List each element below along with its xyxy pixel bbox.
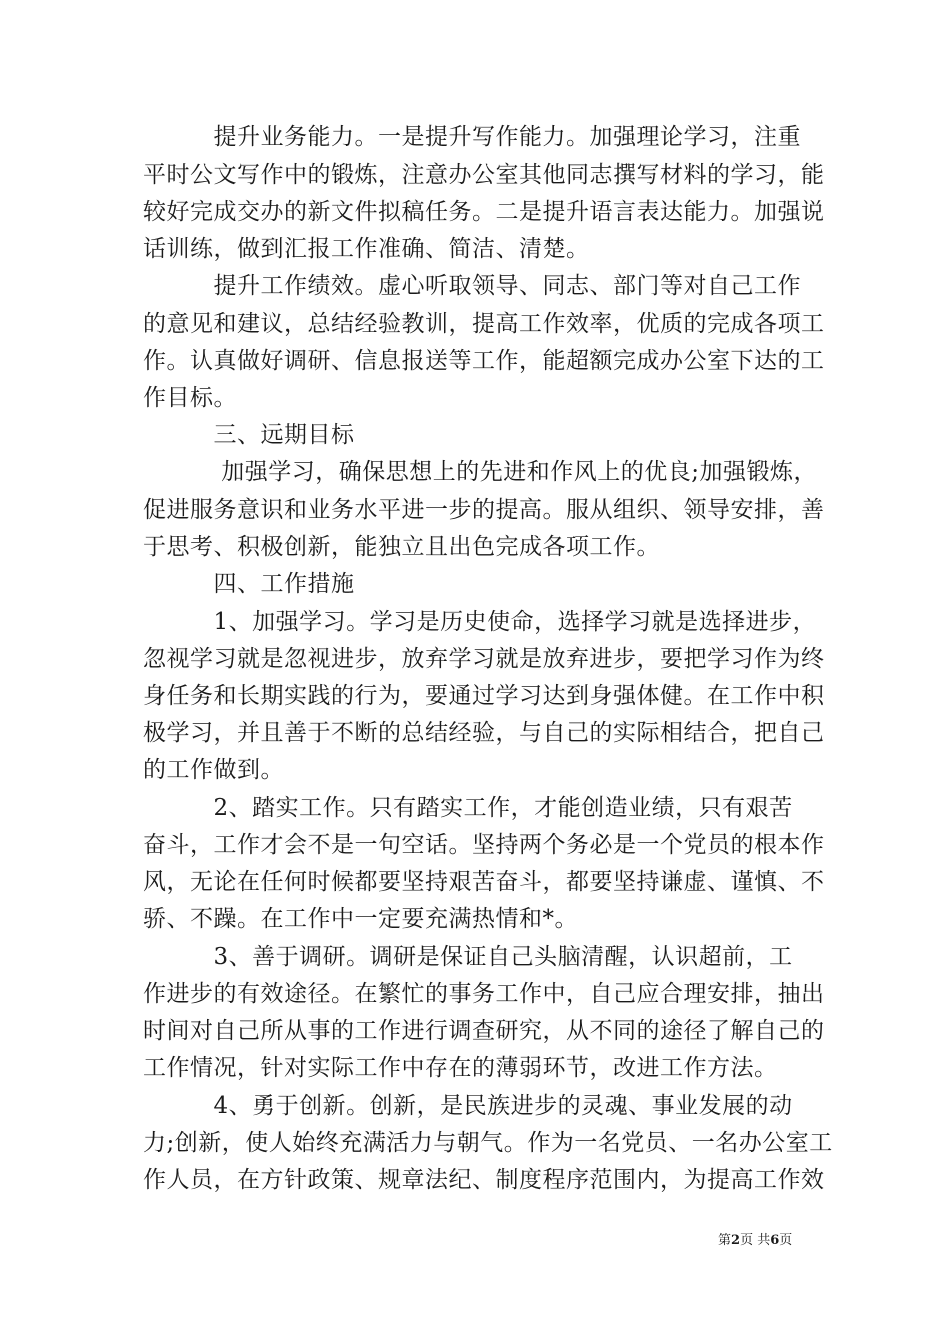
text-line: 忽视学习就是忽视进步，放弃学习就是放弃进步，要把学习作为终 [143, 646, 825, 672]
page-footer [718, 1233, 792, 1249]
text-line: 加强学习，确保思想上的先进和作风上的优良;加强锻炼， [143, 459, 818, 485]
text-line: 促进服务意识和业务水平进一步的提高。服从组织、领导安排，善 [143, 497, 825, 523]
text-line: 于思考、积极创新，能独立且出色完成各项工作。 [143, 534, 660, 560]
text-line: 身任务和长期实践的行为，要通过学习达到身强体健。在工作中积 [143, 683, 825, 709]
text-line: 骄、不躁。在工作中一定要充满热情和*。 [143, 906, 578, 932]
section-heading: 四、工作措施 [143, 571, 355, 597]
text-line: 较好完成交办的新文件拟稿任务。二是提升语言表达能力。加强说 [143, 199, 825, 225]
text-line: 作目标。 [143, 385, 237, 411]
text-line: 1、加强学习。学习是历史使命，选择学习就是选择进步， [143, 609, 817, 635]
total-pages: 6 [770, 1233, 780, 1248]
text-line: 作人员，在方针政策、规章法纪、制度程序范围内，为提高工作效 [143, 1167, 825, 1193]
footer-middle: 页 共 [740, 1233, 771, 1248]
text-line: 工作情况，针对实际工作中存在的薄弱环节，改进工作方法。 [143, 1055, 778, 1081]
footer-suffix: 页 [779, 1233, 793, 1248]
text-line: 平时公文写作中的锻炼，注意办公室其他同志撰写材料的学习，能 [143, 162, 825, 188]
page-number: 2 [731, 1233, 741, 1248]
text-line: 作。认真做好调研、信息报送等工作，能超额完成办公室下达的工 [143, 348, 825, 374]
text-line: 提升业务能力。一是提升写作能力。加强理论学习，注重 [143, 124, 801, 150]
text-line: 话训练，做到汇报工作准确、简洁、清楚。 [143, 236, 590, 262]
text-line: 时间对自己所从事的工作进行调查研究，从不同的途径了解自己的 [143, 1018, 825, 1044]
text-line: 奋斗，工作才会不是一句空话。坚持两个务必是一个党员的根本作 [143, 832, 825, 858]
text-line: 风，无论在任何时候都要坚持艰苦奋斗，都要坚持谦虚、谨慎、不 [143, 869, 825, 895]
text-line: 提升工作绩效。虚心听取领导、同志、部门等对自己工作 [143, 273, 801, 299]
section-heading: 三、远期目标 [143, 422, 355, 448]
text-line: 作进步的有效途径。在繁忙的事务工作中，自己应合理安排，抽出 [143, 981, 825, 1007]
text-line: 极学习，并且善于不断的总结经验，与自己的实际相结合，把自己 [143, 720, 825, 746]
text-line: 4、勇于创新。创新，是民族进步的灵魂、事业发展的动 [143, 1093, 793, 1119]
text-line: 的工作做到。 [143, 757, 284, 783]
text-line: 的意见和建议，总结经验教训，提高工作效率，优质的完成各项工 [143, 311, 825, 337]
text-line: 3、善于调研。调研是保证自己头脑清醒，认识超前，工 [143, 944, 793, 970]
text-line: 力;创新，使人始终充满活力与朝气。作为一名党员、一名办公室工 [143, 1130, 833, 1156]
footer-prefix: 第 [718, 1233, 732, 1248]
text-line: 2、踏实工作。只有踏实工作，才能创造业绩，只有艰苦 [143, 795, 793, 821]
